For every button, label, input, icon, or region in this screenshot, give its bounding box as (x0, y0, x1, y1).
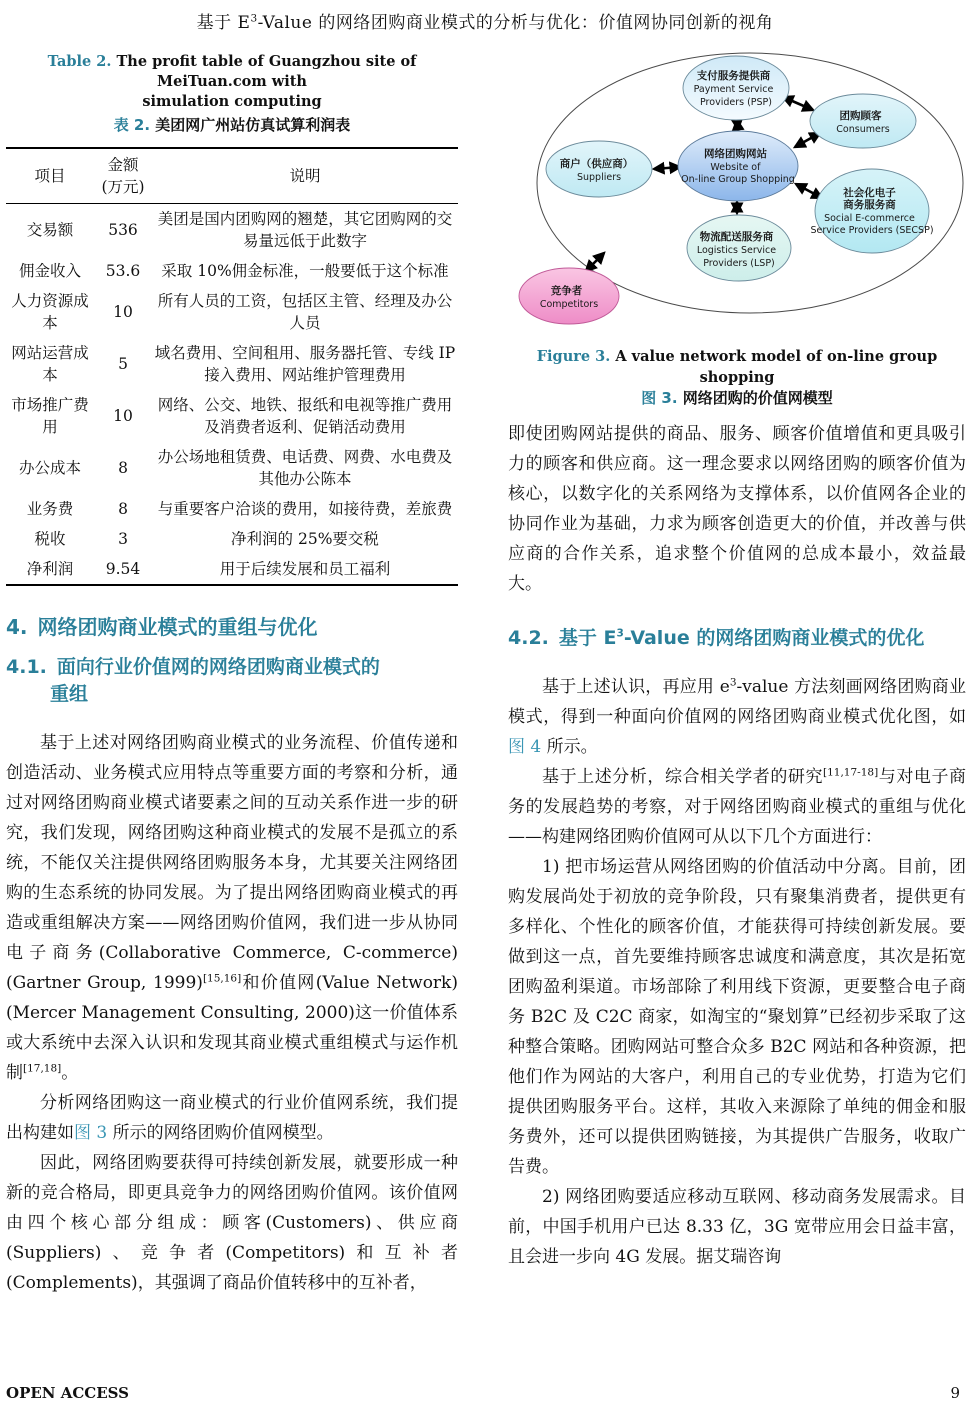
table-row (6, 256, 458, 286)
cell-item: 网站运营成本 (11, 344, 89, 384)
cell-amount: 9.54 (105, 560, 141, 578)
page-title-text: 基于 E (196, 13, 251, 33)
arrow-psp-website (737, 120, 738, 129)
paragraph-text: 和价值网(Value Network)(Mercer Management Consulting, 2000)这一价值体系或大系统中去深入认识和发现其商业模式重组模式与运作机制 (6, 973, 458, 1083)
table-row (6, 286, 458, 338)
cell-amount: 8 (118, 500, 128, 518)
cell-desc: 所有人员的工资，包括区主管、经理及办公人员 (157, 292, 453, 332)
section-4-2-title: -Value 的网络团购商业模式的优化 (623, 627, 925, 649)
superscript: 3 (729, 676, 737, 689)
right-column (508, 44, 966, 1272)
node-consumers-label: 团购顾客 Consumers (836, 110, 890, 135)
paragraph-text: -value 方法刻画网络团购商业模式，得到一种面向价值网的网络团购商业模式优化图，如 (508, 677, 966, 727)
cell-item: 人力资源成本 (11, 292, 89, 332)
node-website-label: 网络团购网站 Website of On-line Group Shopping (681, 148, 795, 185)
node-competitors-label: 竞争者 Competitors (539, 285, 599, 310)
cell-item: 净利润 (26, 560, 74, 578)
col-header-amount-line1: 金额 (107, 156, 139, 174)
table2-caption-text: The profit table of Guangzhou site of MeiTuan.com with (116, 53, 417, 90)
cell-amount: 5 (118, 355, 128, 373)
page-title-superscript: 3 (250, 12, 258, 25)
profit-table (6, 147, 458, 586)
cell-item: 市场推广费用 (11, 396, 89, 436)
cell-amount: 8 (118, 459, 128, 477)
node-suppliers-label: 商户（供应商） Suppliers (559, 158, 634, 183)
table-row (6, 442, 458, 494)
node-lsp-label: 物流配送服务商 Logistics Service Providers (LSP) (696, 231, 777, 269)
section-4-2-title: 基于 E (558, 627, 617, 649)
table-row (6, 204, 458, 257)
cell-desc: 域名费用、空间租用、服务器托管、专线 IP 接入费用、网站维护管理费用 (154, 344, 456, 384)
paragraph-text: 基于上述认识，再应用 e (542, 677, 730, 697)
section-4-title: 网络团购商业模式的重组与优化 (37, 615, 318, 639)
paragraph: 1) 把市场运营从网络团购的价值活动中分离。目前，团购发展尚处于初放的竞争阶段，只有聚集消费者，提供更有多样化、个性化的顾客价值，才能获得可持续创新发展。要做到这一点，首先要维持顾客忠诚度和满意度，其次是拓宽团购盈利渠道。市场部除了利用线下资源，更要整合电子商务 B2C 及 C2C 商家，如淘宝的“聚划算”已经初步采取了这种整合策略。团购网站可整合众多 B2C 网站和各种资源，把他们作为网站的大客户，利用自己的专业优势，打造为它们提供团购服务平台。这样，其收入来源除了单纯的佣金和服务费外，还可以提供团购链接，为其提供广告服务，收取广告费。 (508, 857, 966, 1177)
table-row (6, 494, 458, 524)
figure3-link[interactable]: 图 3 (74, 1123, 108, 1143)
paragraph (508, 762, 966, 852)
col-header-amount (94, 148, 152, 204)
paragraph-text: 基于上述分析，综合相关学者的研究 (542, 767, 824, 787)
figure3-caption-en (508, 346, 966, 388)
paragraph: 即使团购网站提供的商品、服务、顾客价值增值和更具吸引力的顾客和供应商。这一理念要求以网络团购的顾客价值为核心，以数字化的关系网络为支撑体系，以价值网各企业的协同作业为基础，力求为顾客创造更大的价值，并改善与供应商的合作关系，追求整个价值网的总成本最小，效益最大。 (508, 424, 966, 594)
section-4-number: 4. (6, 615, 28, 639)
paragraph (6, 1088, 458, 1148)
table2-caption-zh-label: 表 2. (113, 116, 151, 134)
node-suppliers (546, 141, 652, 197)
node-lsp (687, 215, 791, 281)
node-secsp-label: 社会化电子 商务服务商 Social E-commerce Service Providers (SECSP) (810, 187, 934, 236)
section-4-2-heading (508, 625, 966, 652)
cell-item: 交易额 (26, 221, 74, 239)
cell-amount: 3 (118, 530, 128, 548)
cell-desc: 用于后续发展和员工福利 (219, 560, 391, 578)
section-4-1-title-line2: 重组 (50, 683, 89, 705)
table2-caption-zh (6, 115, 458, 135)
open-access-label: OPEN ACCESS (6, 1384, 129, 1402)
table2-caption-en-line1 (6, 52, 458, 92)
table-row (6, 554, 458, 585)
figure3-caption (508, 346, 966, 409)
section-4-2-number: 4.2. (508, 627, 549, 649)
figure3-caption-zh (508, 388, 966, 409)
cell-amount: 10 (113, 303, 133, 321)
figure3-caption-zh-text: 网络团购的价值网模型 (682, 389, 833, 407)
cell-item: 办公成本 (18, 459, 81, 477)
paragraph: 因此，网络团购要获得可持续创新发展，就要形成一种新的竞合格局，即更具竞争力的网络团购价值网。该价值网由四个核心部分组成：顾客(Customers)、供应商(Suppliers)、竞争者(Competitors)和互补者(Complements)，其强调了商品价值转移中的互补者， (6, 1153, 458, 1293)
cell-item: 业务费 (26, 500, 74, 518)
cell-desc: 美团是国内团购网的翘楚，其它团购网的交易量远低于此数字 (157, 210, 453, 250)
cell-desc: 办公场地租赁费、电话费、网费、水电费及其他办公陈本 (157, 448, 453, 488)
citation-ref: [11,17-18] (823, 766, 879, 779)
col-header-amount-line2: (万元) (101, 178, 145, 196)
cell-desc: 与重要客户洽谈的费用，如接待费，差旅费 (157, 500, 453, 518)
table2-caption-en-line2: simulation computing (142, 93, 322, 110)
figure4-link[interactable]: 图 4 (508, 737, 542, 757)
section-4-1-heading (6, 654, 458, 708)
section-4-heading (6, 614, 458, 640)
paragraph-text: 基于上述对网络团购商业模式的业务流程、价值传递和创造活动、业务模式应用特点等重要方面的考察和分析，通过对网络团购商业模式诸要素之间的互动关系作进一步的研究，我们发现，网络团购这种商业模式的发展不是孤立的系统，不能仅关注提供网络团购服务本身，尤其要关注网络团购的生态系统的协同发展。为了提出网络团购商业模式的再造或重组解决方案——网络团购价值网，我们进一步从协同电子商务(Collaborative Commerce, C-commerce)(Gartner Group, 1999) (6, 733, 458, 993)
col-header-item: 项目 (6, 148, 94, 204)
paragraph-text: 。 (61, 1063, 79, 1083)
table-row (6, 390, 458, 442)
paragraph (6, 728, 458, 1088)
col-header-desc: 说明 (152, 148, 458, 204)
paragraph-text: 与对电子商务的发展趋势的考察，对于网络团购商业模式的重组与优化——构建网络团购价值网可从以下几个方面进行： (508, 767, 967, 847)
table-row (6, 338, 458, 390)
section-4-2-superscript: 3 (616, 627, 624, 640)
cell-amount: 53.6 (105, 262, 141, 280)
cell-desc: 采取 10%佣金标准，一般要低于这个标准 (161, 262, 449, 280)
section-4-1-title-line1: 面向行业价值网的网络团购商业模式的 (56, 656, 380, 678)
node-psp-label: 支付服务提供商 Payment Service Providers (PSP) (693, 70, 774, 108)
node-competitors (519, 268, 619, 324)
page-title-text: -Value 的网络团购商业模式的分析与优化：价值网协同创新的视角 (257, 13, 774, 33)
citation-ref: [15,16] (202, 972, 242, 985)
page-number: 9 (950, 1384, 960, 1402)
table2-caption (6, 52, 458, 135)
figure3-caption-label: Figure 3. (536, 348, 611, 365)
paragraph-text: 分析网络团购这一商业模式的行业价值网系统，我们提出构建如 (6, 1093, 458, 1143)
page-title (0, 8, 970, 33)
cell-amount: 10 (113, 407, 133, 425)
cell-item: 佣金收入 (18, 262, 81, 280)
cell-item: 税收 (34, 530, 66, 548)
paragraph: 2) 网络团购要适应移动互联网、移动商务发展需求。目前，中国手机用户已达 8.33 亿，3G 宽带应用会日益丰富，且会进一步向 4G 发展。据艾瑞咨询 (508, 1187, 966, 1267)
table2-caption-label: Table 2. (47, 53, 112, 70)
node-consumers (810, 94, 916, 148)
node-psp (683, 56, 789, 120)
left-column (6, 52, 458, 1298)
node-website (678, 131, 798, 201)
figure3-caption-text: A value network model of on-line group shopping (615, 348, 938, 386)
cell-amount: 536 (108, 221, 138, 239)
table-header-row (6, 148, 458, 204)
section-4-1-number: 4.1. (6, 656, 47, 678)
citation-ref: [17,18] (23, 1062, 62, 1075)
table2-caption-zh-text: 美团网广州站仿真试算利润表 (155, 116, 351, 134)
figure3-caption-zh-label: 图 3. (641, 389, 678, 407)
value-network-diagram (508, 44, 966, 342)
cell-desc: 净利润的 25%要交税 (231, 530, 379, 548)
paragraph (508, 672, 966, 762)
paragraph-text: 所示。 (541, 737, 598, 757)
table-row (6, 524, 458, 554)
cell-desc: 网络、公交、地铁、报纸和电视等推广费用及消费者返利、促销活动费用 (157, 396, 453, 436)
paragraph-text: 所示的网络团购价值网模型。 (107, 1123, 334, 1143)
